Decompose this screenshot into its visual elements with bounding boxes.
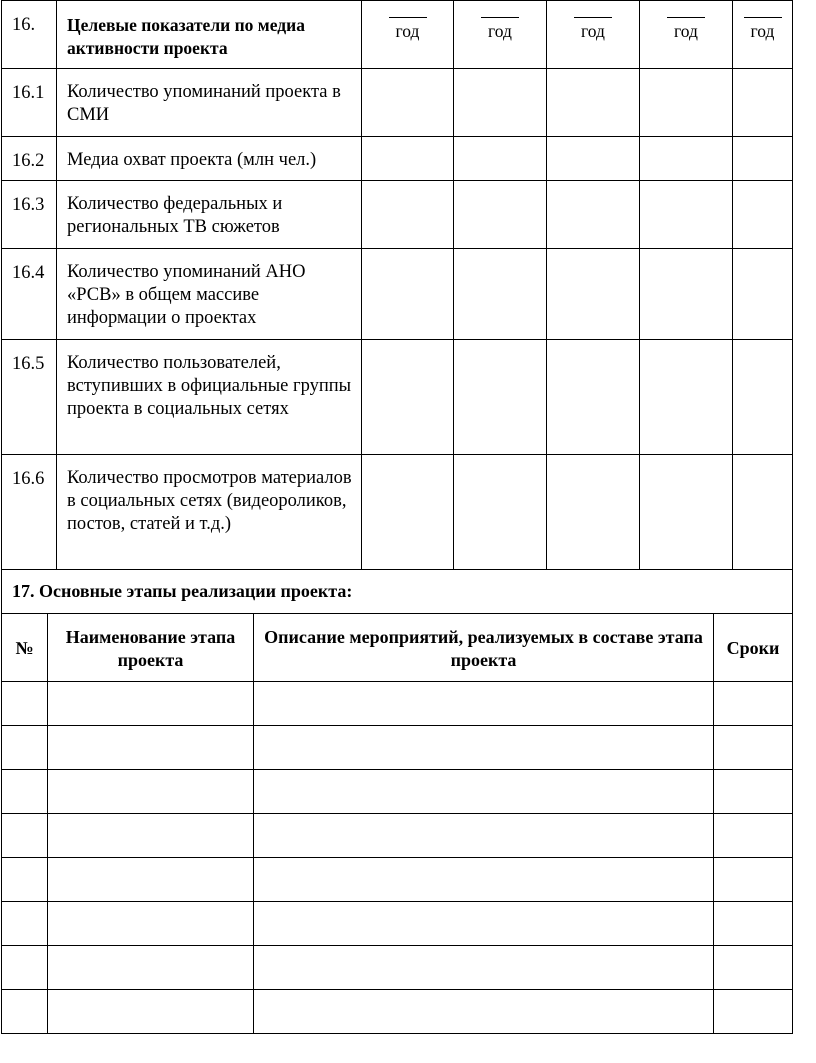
table-row <box>2 814 793 858</box>
year-column-header[interactable]: год <box>547 1 640 69</box>
stage-name-cell[interactable] <box>48 682 254 726</box>
deadline-cell[interactable] <box>714 682 793 726</box>
value-cell[interactable] <box>733 340 793 455</box>
number-cell[interactable] <box>2 770 48 814</box>
value-cell[interactable] <box>640 249 733 340</box>
year-column-header[interactable]: год <box>454 1 547 69</box>
year-blank-line <box>574 17 612 18</box>
column-header-deadlines: Сроки <box>714 614 793 682</box>
deadline-cell[interactable] <box>714 990 793 1034</box>
table-row <box>2 946 793 990</box>
year-blank-line <box>481 17 519 18</box>
number-cell[interactable] <box>2 990 48 1034</box>
value-cell[interactable] <box>362 181 454 249</box>
deadline-cell[interactable] <box>714 946 793 990</box>
row-label: Количество упоминаний АНО «РСВ» в общем массиве информации о проектах <box>57 249 362 340</box>
value-cell[interactable] <box>733 455 793 570</box>
media-targets-header-row <box>2 1 793 69</box>
column-header-stage-name: Наименование этапа проекта <box>48 614 254 682</box>
value-cell[interactable] <box>733 137 793 181</box>
stage-name-cell[interactable] <box>48 858 254 902</box>
table-row <box>2 682 793 726</box>
value-cell[interactable] <box>547 181 640 249</box>
description-cell[interactable] <box>254 770 714 814</box>
value-cell[interactable] <box>547 340 640 455</box>
value-cell[interactable] <box>547 455 640 570</box>
row-label: Количество федеральных и региональных ТВ сюжетов <box>57 181 362 249</box>
value-cell[interactable] <box>362 249 454 340</box>
deadline-cell[interactable] <box>714 814 793 858</box>
table-row <box>2 137 793 181</box>
year-blank-line <box>389 17 427 18</box>
value-cell[interactable] <box>362 137 454 181</box>
deadline-cell[interactable] <box>714 858 793 902</box>
row-label: Количество пользователей, вступивших в официальные группы проекта в социальных сетях <box>57 340 362 455</box>
description-cell[interactable] <box>254 682 714 726</box>
stage-name-cell[interactable] <box>48 946 254 990</box>
column-header-number: № <box>2 614 48 682</box>
stage-name-cell[interactable] <box>48 726 254 770</box>
year-column-header[interactable]: год <box>640 1 733 69</box>
row-number: 16.2 <box>2 137 57 181</box>
row-label: Количество упоминаний проекта в СМИ <box>57 69 362 137</box>
value-cell[interactable] <box>362 455 454 570</box>
description-cell[interactable] <box>254 946 714 990</box>
year-blank-line <box>667 17 705 18</box>
value-cell[interactable] <box>454 455 547 570</box>
stage-name-cell[interactable] <box>48 902 254 946</box>
value-cell[interactable] <box>733 69 793 137</box>
value-cell[interactable] <box>362 69 454 137</box>
section-17-title-row <box>2 570 793 614</box>
value-cell[interactable] <box>454 137 547 181</box>
value-cell[interactable] <box>640 181 733 249</box>
number-cell[interactable] <box>2 858 48 902</box>
table-row <box>2 726 793 770</box>
value-cell[interactable] <box>733 181 793 249</box>
deadline-cell[interactable] <box>714 770 793 814</box>
row-label: Медиа охват проекта (млн чел.) <box>57 137 362 181</box>
project-stages-table <box>1 569 793 1034</box>
value-cell[interactable] <box>547 69 640 137</box>
value-cell[interactable] <box>547 137 640 181</box>
table-row <box>2 455 793 570</box>
stages-header-row <box>2 614 793 682</box>
value-cell[interactable] <box>640 69 733 137</box>
section-16-title: Целевые показатели по медиа активности проекта <box>57 1 362 69</box>
number-cell[interactable] <box>2 902 48 946</box>
year-column-header[interactable]: год <box>362 1 454 69</box>
year-column-header[interactable]: год <box>733 1 793 69</box>
description-cell[interactable] <box>254 902 714 946</box>
value-cell[interactable] <box>640 340 733 455</box>
column-header-description: Описание мероприятий, реализуемых в составе этапа проекта <box>254 614 714 682</box>
row-label: Количество просмотров материалов в социальных сетях (видеороликов, постов, статей и т.д.) <box>57 455 362 570</box>
section-17-title: 17. Основные этапы реализации проекта: <box>2 570 793 614</box>
description-cell[interactable] <box>254 726 714 770</box>
description-cell[interactable] <box>254 858 714 902</box>
description-cell[interactable] <box>254 814 714 858</box>
row-number: 16.1 <box>2 69 57 137</box>
number-cell[interactable] <box>2 726 48 770</box>
section-16-number: 16. <box>2 1 57 69</box>
stage-name-cell[interactable] <box>48 770 254 814</box>
value-cell[interactable] <box>640 455 733 570</box>
table-row <box>2 340 793 455</box>
value-cell[interactable] <box>640 137 733 181</box>
deadline-cell[interactable] <box>714 726 793 770</box>
row-number: 16.6 <box>2 455 57 570</box>
table-row <box>2 990 793 1034</box>
number-cell[interactable] <box>2 682 48 726</box>
description-cell[interactable] <box>254 990 714 1034</box>
stage-name-cell[interactable] <box>48 990 254 1034</box>
year-blank-line <box>744 17 782 18</box>
table-row <box>2 181 793 249</box>
stages-body <box>2 682 793 1034</box>
value-cell[interactable] <box>733 249 793 340</box>
row-number: 16.5 <box>2 340 57 455</box>
deadline-cell[interactable] <box>714 902 793 946</box>
row-number: 16.3 <box>2 181 57 249</box>
table-row <box>2 858 793 902</box>
value-cell[interactable] <box>454 69 547 137</box>
row-number: 16.4 <box>2 249 57 340</box>
number-cell[interactable] <box>2 946 48 990</box>
value-cell[interactable] <box>547 249 640 340</box>
table-row <box>2 69 793 137</box>
table-row <box>2 249 793 340</box>
value-cell[interactable] <box>454 340 547 455</box>
value-cell[interactable] <box>454 181 547 249</box>
number-cell[interactable] <box>2 814 48 858</box>
table-row <box>2 770 793 814</box>
stage-name-cell[interactable] <box>48 814 254 858</box>
table-row <box>2 902 793 946</box>
media-targets-table <box>1 0 793 570</box>
value-cell[interactable] <box>454 249 547 340</box>
value-cell[interactable] <box>362 340 454 455</box>
